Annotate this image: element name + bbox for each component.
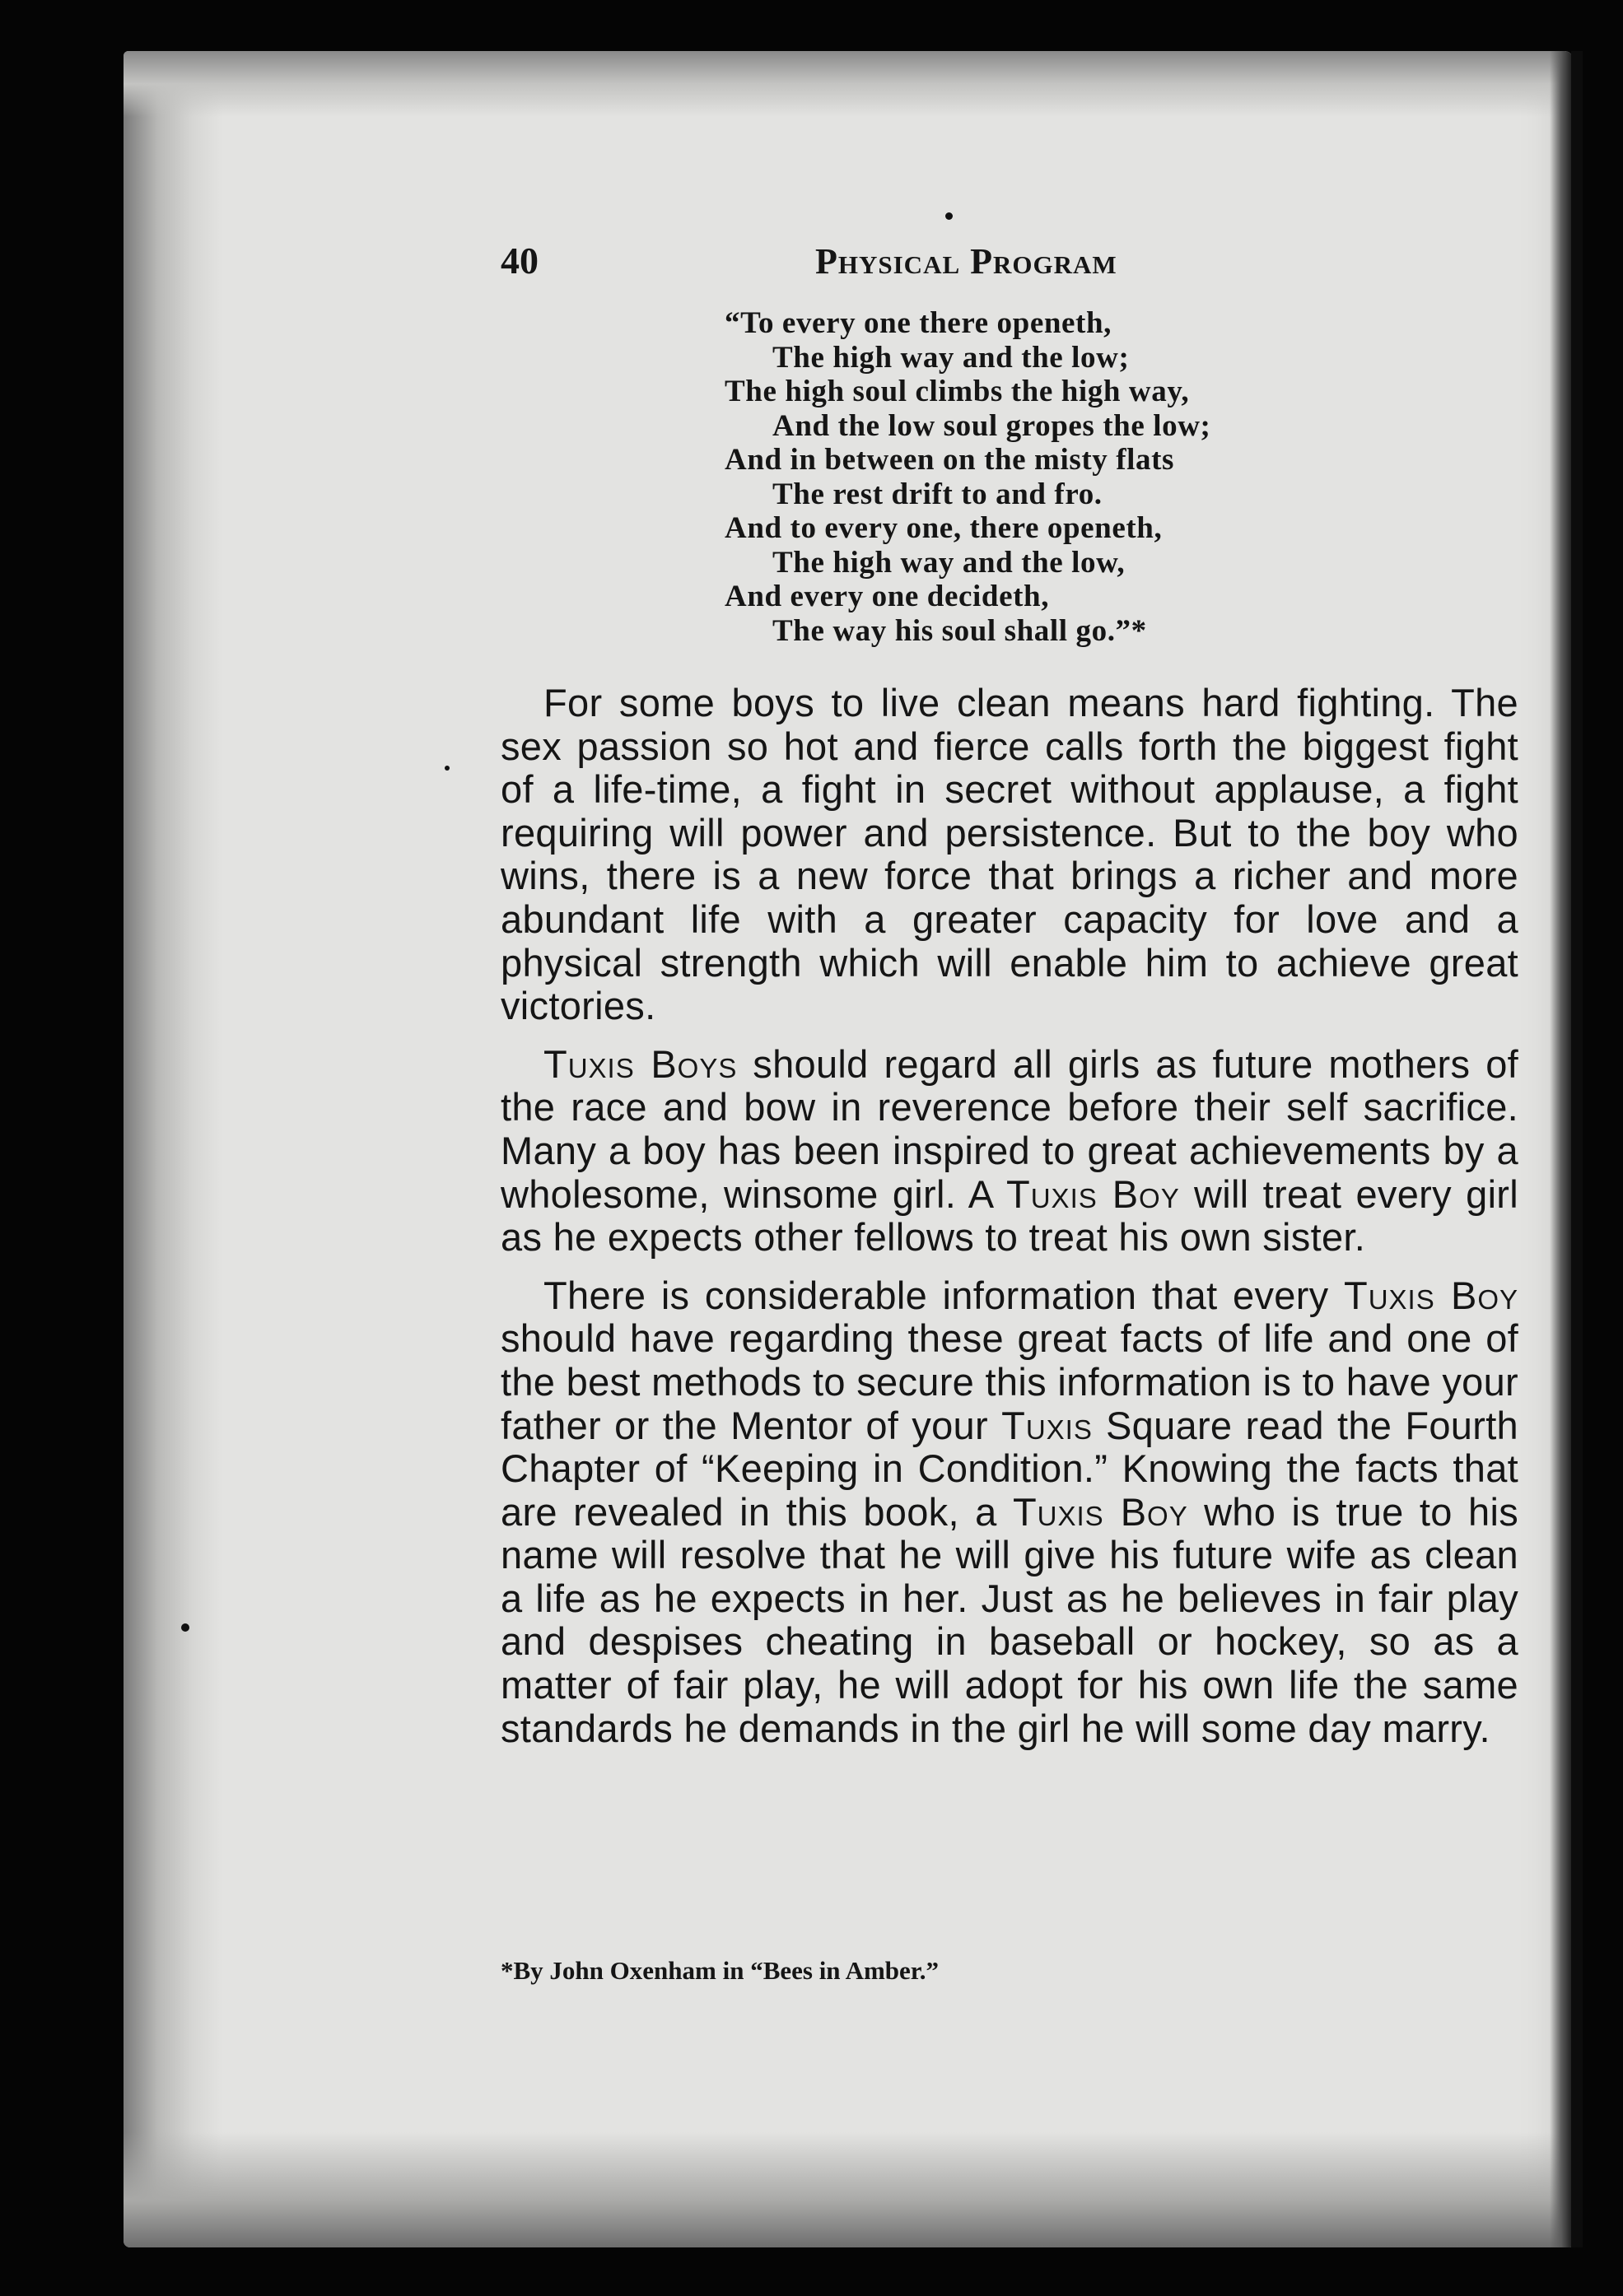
paragraph-2 <box>501 1043 1518 1260</box>
page-edge-shadow-top <box>124 51 1573 117</box>
page-number: 40 <box>501 240 539 282</box>
poem-line: And to every one, there openeth, <box>725 511 1163 545</box>
ink-speck <box>945 212 953 220</box>
ink-speck <box>181 1623 189 1632</box>
paragraph-3-text: should have regarding these great facts of life and one of the best methods to secure this information is to have your father or the Mentor of your <box>501 1316 1518 1447</box>
poem-line: The way his soul shall go.”* <box>772 613 1147 648</box>
poem-line: And the low soul gropes the low; <box>772 408 1211 443</box>
running-title: Physical Program <box>815 241 1117 282</box>
tuxis-boy-term: Tuxis Boy <box>1344 1273 1518 1317</box>
page-edge-shadow-right <box>1550 51 1573 2247</box>
paragraph-3-text: Square read the Fourth Chapter of “Keeping in Condition.” Knowing the facts that are revealed in this book, a <box>501 1403 1518 1534</box>
footnote: *By John Oxenham in “Bees in Amber.” <box>501 1956 939 1985</box>
paragraph-3-text: There is considerable information that every <box>543 1273 1344 1317</box>
poem <box>725 306 1400 648</box>
gutter-bar <box>1571 51 1583 2247</box>
poem-line: “To every one there openeth, <box>725 306 1112 340</box>
tuxis-boy-term: Tuxis Boy <box>1006 1171 1180 1216</box>
poem-line: The rest drift to and fro. <box>772 477 1103 511</box>
ink-speck <box>445 766 450 771</box>
running-head <box>501 239 1522 288</box>
poem-line: And in between on the misty flats <box>725 443 1175 477</box>
paragraph-1: For some boys to live clean means hard fighting. The sex passion so hot and fierce calls forth the biggest fight of a life-time, a fight in secret without applause, a fight requiring will power and persistence. But to the boy who wins, there is a new force that brings a richer and more abundant life with a greater capacity for love and a physical strength which will enable him to achieve great victories. <box>501 681 1518 1028</box>
poem-line: The high soul climbs the high way, <box>725 375 1190 408</box>
tuxis-boys-term: Tuxis Boys <box>543 1041 738 1086</box>
body-text <box>501 682 1518 1765</box>
paragraph-2-text: will treat every girl as he expects other fellows to treat his own sister. <box>501 1171 1519 1260</box>
poem-line: And every one decideth, <box>725 580 1050 613</box>
paragraph-2-text: should regard all girls as future mothers of the race and bow in reverence before their self sacrifice. Many a boy has been inspired to great achievements by a wholesome, winsome girl. A <box>501 1041 1518 1216</box>
tuxis-term: Tuxis <box>1001 1403 1093 1447</box>
paragraph-3-text: who is true to his name will resolve that he will give his future wife as clean a life as he expects in her. Just as he believes in fair play and despises cheating in baseball or hockey, so as a matter of fair play, he will adopt for his own life the same standards he demands in the girl he will some day marry. <box>501 1489 1519 1750</box>
tuxis-boy-term: Tuxis Boy <box>1012 1489 1188 1534</box>
poem-line: The high way and the low; <box>772 340 1130 375</box>
page-edge-shadow-bottom <box>124 2132 1573 2247</box>
poem-line: The high way and the low, <box>772 545 1126 580</box>
paragraph-3 <box>501 1274 1518 1751</box>
page-edge-shadow-left <box>124 51 222 2247</box>
